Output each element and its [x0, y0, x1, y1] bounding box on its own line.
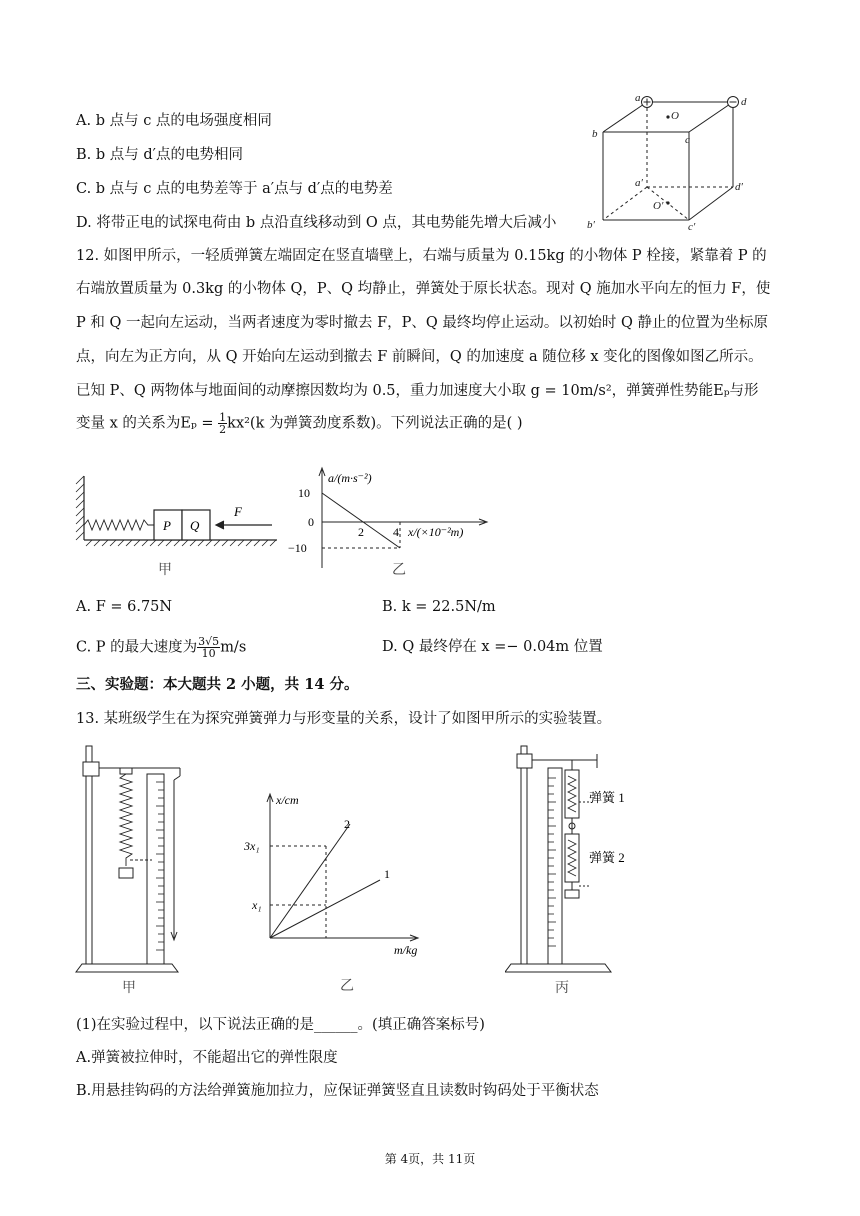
cube-center-o-dot — [666, 115, 669, 118]
q13-figure-jia-caption: 甲 — [122, 981, 136, 996]
q13-option-a: A.弹簧被拉伸时，不能超出它的弹性限度 — [76, 1050, 338, 1066]
q13-graph-line-1-label: 1 — [384, 867, 390, 881]
graph-x-tick-2: 2 — [358, 525, 364, 539]
q11-option-d: D. 将带正电的试探电荷由 b 点沿直线移动到 O 点，其电势能先增大后减小 — [76, 215, 557, 231]
q13-intro: 13. 某班级学生在为探究弹簧弹力与形变量的关系，设计了如图甲所示的实验装置。 — [76, 711, 612, 727]
cube-label-o-prime: O′ — [653, 200, 664, 212]
q13-option-b: B.用悬挂钩码的方法给弹簧施加拉力，应保证弹簧竖直且读数时钩码处于平衡状态 — [76, 1083, 599, 1099]
graph-y-tick-10: 10 — [298, 486, 310, 500]
q13-graph-line-2-label: 2 — [344, 817, 350, 831]
q12-option-c-pre: C. P 的最大速度为 — [76, 639, 198, 656]
fraction-numerator: 3√5 — [198, 635, 220, 648]
cube-label-d: d — [741, 96, 747, 108]
q13-figure-yi — [230, 778, 450, 993]
spring-2-label: 弹簧 2 — [589, 850, 625, 865]
cube-label-d-prime: d′ — [735, 181, 743, 193]
q12-energy-fraction — [218, 412, 227, 435]
q11-option-c: C. b 点与 c 点的电势差等于 a′点与 d′点的电势差 — [76, 181, 393, 197]
hook-weight-icon — [119, 868, 133, 878]
q13-graph-y-tick-x1: x₁ — [252, 898, 262, 912]
fraction-numerator: 1 — [219, 411, 227, 424]
graph-x-axis-label: x/(×10⁻²m) — [408, 525, 464, 539]
graph-y-tick-0: 0 — [308, 515, 314, 529]
fraction-denominator: 10 — [201, 647, 216, 660]
acceleration-line — [322, 493, 400, 548]
spring-icon — [84, 520, 154, 530]
q12-line-1: 12. 如图甲所示，一轻质弹簧左端固定在竖直墙壁上，右端与质量为 0.15kg 的小物体 P 栓接，紧靠着 P 的 — [76, 248, 767, 264]
figure-jia-caption: 甲 — [158, 563, 172, 578]
cube-label-o: O — [671, 110, 679, 122]
cube-label-b: b — [592, 128, 598, 140]
q13-graph-x-label: m/kg — [394, 943, 418, 957]
figure-yi-caption: 乙 — [392, 563, 406, 578]
q12-option-c-post: m/s — [220, 639, 247, 656]
hook-weight-icon — [565, 890, 579, 898]
cube-center-o2-dot — [666, 201, 669, 204]
q12-option-d: D. Q 最终停在 x =− 0.04m 位置 — [382, 639, 603, 655]
q12-figure-yi — [280, 462, 510, 582]
cube-label-c-prime: c′ — [688, 221, 696, 233]
cube-label-b-prime: b′ — [587, 219, 595, 231]
q12-line-4: 点，向左为正方向，从 Q 开始向左运动到撤去 F 前瞬间，Q 的加速度 a 随位移 x 变化的图像如图乙所示。 — [76, 349, 763, 365]
q13-figure-bing-caption: 丙 — [555, 981, 569, 996]
q12-line-5: 已知 P、Q 两物体与地面间的动摩擦因数均为 0.5，重力加速度大小取 g = 10m/s²，弹簧弹性势能Eₚ与形 — [76, 383, 759, 399]
q13-figure-jia — [72, 738, 192, 998]
q12-option-c-fraction — [197, 636, 220, 659]
graph-line-1 — [270, 880, 380, 938]
q12-option-a: A. F = 6.75N — [76, 599, 173, 615]
q11-option-a: A. b 点与 c 点的电场强度相同 — [76, 113, 272, 129]
q13-figure-bing — [505, 738, 655, 998]
block-q-label: Q — [190, 518, 200, 533]
q12-line-2: 右端放置质量为 0.3kg 的小物体 Q，P、Q 均静止，弹簧处于原长状态。现对 Q 施加水平向左的恒力 F，使 — [76, 281, 771, 297]
q13-graph-y-tick-3x1: 3x₁ — [244, 839, 260, 853]
spring-1-label: 弹簧 1 — [589, 790, 625, 805]
q13-graph-y-label: x/cm — [276, 793, 299, 807]
q12-figure-jia — [72, 470, 282, 580]
graph-y-tick-neg10: −10 — [288, 541, 307, 555]
fraction-denominator: 2 — [219, 423, 227, 436]
cube-label-c: c — [685, 134, 690, 146]
graph-x-tick-4: 4 — [393, 525, 399, 539]
q13-figure-yi-caption: 乙 — [340, 979, 354, 993]
section-3-heading: 三、实验题：本大题共 2 小题，共 14 分。 — [76, 676, 359, 693]
graph-line-2 — [270, 824, 350, 938]
page-footer: 第 4页，共 11页 — [384, 1152, 476, 1166]
graph-y-axis-label: a/(m·s⁻²) — [328, 471, 372, 485]
q11-cube-figure — [585, 90, 765, 235]
q12-line-6-pre: 变量 x 的关系为Eₚ = — [76, 415, 219, 432]
spring-icon — [120, 774, 132, 866]
cube-label-a-prime: a′ — [635, 177, 643, 189]
q12-line-3: P 和 Q 一起向左运动，当两者速度为零时撤去 F，P、Q 最终均停止运动。以初始时 Q 静止的位置为坐标原 — [76, 315, 768, 331]
q12-line-6-post: kx²(k 为弹簧劲度系数)。下列说法正确的是( ) — [227, 415, 523, 432]
q12-line-6 — [76, 412, 523, 435]
q13-sub-1: (1)在实验过程中，以下说法正确的是______。(填正确答案标号) — [76, 1017, 485, 1033]
block-p-label: P — [163, 518, 171, 533]
force-f-label: F — [234, 504, 242, 519]
q12-option-c — [76, 636, 246, 659]
q12-option-b: B. k = 22.5N/m — [382, 599, 496, 615]
cube-label-a: a — [635, 92, 641, 104]
q11-option-b: B. b 点与 d′点的电势相同 — [76, 147, 243, 163]
